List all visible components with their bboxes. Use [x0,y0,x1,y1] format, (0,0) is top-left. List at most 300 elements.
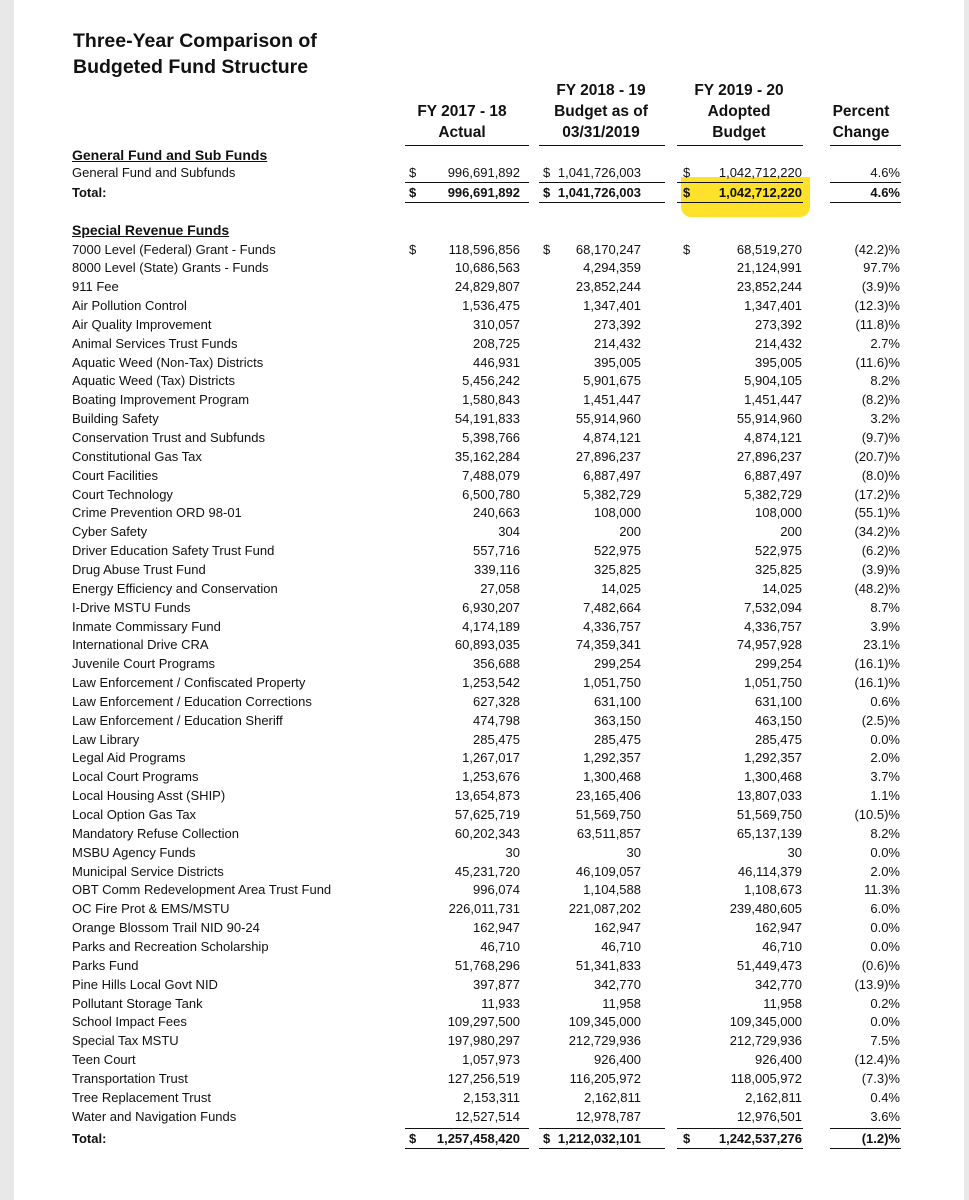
fund-value: 0.2% [870,995,900,1011]
fund-value: 4,336,757 [583,618,641,634]
fund-value: 35,162,284 [454,448,520,464]
fund-name: MSBU Agency Funds [72,844,196,860]
fund-value: (3.9)% [861,561,900,577]
fund-name: 911 Fee [72,279,119,295]
fund-value: 7,488,079 [462,467,520,483]
fund-value: 109,345,000 [568,1014,641,1030]
fund-value: 14,025 [601,580,641,596]
special-revenue-total-row: Total: $ 1,257,458,420 $ 1,212,032,101 $ 1,242,537,276 (1.2)% [72,1131,900,1146]
fund-value: $ [683,241,691,257]
header-fy2017-actual: FY 2017 - 18 Actual [417,103,507,141]
fund-value: 127,256,519 [447,1070,520,1086]
general-fund-total-row: Total: $ 996,691,892 $ 1,041,726,003 $ 1,042,712,220 4.6% [72,185,900,200]
fund-row [14,730,964,749]
fund-row [14,1012,964,1031]
fund-value: 27,896,237 [575,448,641,464]
fund-name: Law Enforcement / Education Sheriff [72,712,283,728]
fund-name: 7000 Level (Federal) Grant - Funds [72,241,276,257]
fund-value: 118,596,856 [448,241,520,257]
fund-value: 24,829,807 [454,279,520,295]
fund-value: 1,300,468 [744,769,802,785]
fund-row [14,466,964,485]
fund-value: 285,475 [473,731,520,747]
fund-value: 109,345,000 [729,1014,802,1030]
fund-value: (12.3)% [854,298,900,314]
fund-row [14,371,964,390]
fund-value: 304 [498,524,520,540]
fund-value: $ [543,241,551,257]
fund-value: (11.6)% [855,354,900,370]
fund-value: 214,432 [594,335,641,351]
total-rule-1 [405,202,529,203]
fund-value: (16.1)% [854,675,900,691]
fund-row [14,409,964,428]
fund-value: (3.9)% [861,279,900,295]
title-line-2: Budgeted Fund Structure [73,56,309,78]
fund-value: 339,116 [473,561,520,577]
total-rule-2 [539,202,665,203]
fund-row [14,767,964,786]
fund-value: 1,253,542 [462,675,520,691]
fund-value: 325,825 [755,561,802,577]
fund-value: 13,807,033 [736,788,802,804]
fund-value: 5,398,766 [462,430,520,445]
fund-row [14,277,964,296]
fund-value: 214,432 [755,335,802,351]
fund-row [14,805,964,824]
fund-row [14,1069,964,1088]
fund-row [14,692,964,711]
fund-name: Inmate Commissary Fund [72,618,221,634]
fund-value: 1,108,673 [744,882,802,898]
fund-value: 446,931 [473,354,520,370]
fund-value: 11,958 [602,995,641,1011]
document-page [14,0,964,1200]
fund-value: 51,768,296 [454,957,520,973]
fund-row [14,296,964,315]
fund-value: 30 [787,844,802,860]
special-total-rule-4 [830,1148,901,1149]
fund-value: 226,011,731 [448,901,520,917]
fund-name: Parks and Recreation Scholarship [72,938,269,954]
fund-value: 631,100 [594,693,641,709]
fund-value: 342,770 [755,976,802,992]
fund-value: (0.6)% [861,957,900,973]
fund-value: 356,688 [473,656,520,672]
fund-row [14,1088,964,1107]
fund-value: 522,975 [594,543,641,559]
fund-name: Driver Education Safety Trust Fund [72,543,275,559]
header-percent-change: Percent Change [832,103,890,141]
fund-name: Pollutant Storage Tank [72,995,203,1011]
fund-value: 68,519,270 [736,241,802,257]
fund-value: (8.2)% [861,392,900,408]
fund-value: 54,191,833 [454,411,520,427]
fund-value: 212,729,936 [729,1033,802,1049]
fund-row [14,579,964,598]
fund-value: 273,392 [594,316,641,332]
fund-name: Conservation Trust and Subfunds [72,430,265,445]
fund-row [14,503,964,522]
fund-value: 10,686,563 [454,260,520,276]
fund-value: 926,400 [594,1052,641,1068]
fund-name: I-Drive MSTU Funds [72,599,191,615]
fund-value: 926,400 [755,1052,802,1068]
fund-value: (6.2)% [861,543,900,559]
fund-value: 74,359,341 [575,637,641,653]
fund-row [14,786,964,805]
fund-value: 463,150 [755,712,802,728]
fund-value: 0.0% [870,920,900,936]
fund-value: 4,294,359 [583,260,641,276]
fund-value: 8.7% [870,599,900,615]
fund-value: 240,663 [473,505,520,521]
fund-row [14,880,964,899]
fund-row [14,240,964,259]
fund-value: 5,901,675 [583,373,641,389]
fund-name: Juvenile Court Programs [72,656,216,672]
fund-value: 212,729,936 [568,1033,641,1049]
fund-row [14,522,964,541]
fund-value: 627,328 [473,693,520,709]
fund-row [14,315,964,334]
total-rule-3 [677,202,803,203]
fund-value: 1,253,676 [462,769,520,785]
fund-value: 57,625,719 [454,807,520,822]
fund-value: (7.3)% [861,1070,900,1086]
fund-value: 342,770 [594,976,641,992]
fund-name: Drug Abuse Trust Fund [72,561,206,577]
fund-row [14,541,964,560]
fund-value: 0.0% [870,1014,900,1030]
fund-value: 74,957,928 [736,637,802,653]
fund-value: 1,051,750 [744,675,802,691]
fund-value: (34.2)% [854,524,900,540]
fund-row [14,617,964,636]
fund-value: 27,058 [480,580,520,596]
fund-value: 6,930,207 [462,599,520,615]
fund-name: Court Facilities [72,467,158,483]
fund-row [14,635,964,654]
fund-name: Law Enforcement / Confiscated Property [72,675,306,691]
fund-value: 299,254 [755,656,802,672]
fund-value: (10.5)% [854,807,900,822]
fund-value: 23,852,244 [575,279,641,295]
special-total-rule-3 [677,1148,803,1149]
fund-row [14,447,964,466]
fund-value: 200 [619,524,641,540]
fund-value: 7,532,094 [744,599,802,615]
fund-value: 12,976,501 [736,1108,802,1124]
fund-value: 273,392 [755,316,802,332]
fund-name: Boating Improvement Program [72,392,250,408]
general-fund-heading: General Fund and Sub Funds [72,147,268,163]
fund-value: 395,005 [755,354,802,370]
fund-value: 12,978,787 [575,1108,641,1124]
fund-value: 21,124,991 [736,260,802,276]
fund-value: 63,511,857 [576,825,641,841]
fund-name: School Impact Fees [72,1014,187,1030]
fund-row [14,1107,964,1126]
fund-row [14,937,964,956]
fund-value: 221,087,202 [568,901,641,917]
fund-value: 23,852,244 [736,279,802,295]
fund-value: 97.7% [863,260,900,276]
fund-value: 23.1% [863,637,900,653]
fund-row [14,918,964,937]
fund-value: 631,100 [755,693,802,709]
fund-name: Law Library [72,731,140,747]
fund-name: OC Fire Prot & EMS/MSTU [72,901,230,917]
fund-value: (48.2)% [854,580,900,596]
fund-name: OBT Comm Redevelopment Area Trust Fund [72,882,332,898]
document-title [73,28,403,80]
fund-value: 46,114,379 [737,863,802,879]
fund-value: 109,297,500 [447,1014,520,1030]
fund-value: 2.0% [870,750,900,766]
fund-value: 55,914,960 [736,411,802,427]
fund-name: Pine Hills Local Govt NID [72,976,218,992]
fund-value: 1,580,843 [462,392,520,408]
fund-value: 1,292,357 [744,750,802,766]
fund-value: 1,347,401 [583,298,641,314]
fund-value: 46,710 [762,938,802,954]
fund-value: 5,382,729 [583,486,641,502]
fund-value: 7,482,664 [583,599,641,615]
fund-row [14,560,964,579]
fund-value: 65,137,139 [736,825,802,841]
fund-value: 2.7% [870,335,900,351]
fund-value: 23,165,406 [575,788,641,804]
fund-value: 522,975 [755,543,802,559]
fund-value: 1,536,475 [462,298,520,314]
fund-row [14,485,964,504]
fund-value: 197,980,297 [447,1033,520,1049]
fund-value: 7.5% [870,1033,900,1049]
fund-value: 3.9% [870,618,900,634]
fund-value: 45,231,720 [454,863,520,879]
fund-row [14,899,964,918]
fund-value: 4,174,189 [462,618,520,634]
fund-value: 12,527,514 [454,1108,520,1124]
fund-value: (16.1)% [854,656,900,672]
fund-value: 1,104,588 [583,882,641,898]
fund-value: 6,500,780 [462,486,520,502]
fund-name: International Drive CRA [72,637,209,653]
fund-name: Animal Services Trust Funds [72,335,238,351]
fund-name: Local Court Programs [72,769,199,785]
fund-value: 30 [626,844,641,860]
fund-value: 14,025 [762,580,802,596]
fund-value: 51,569,750 [575,807,641,822]
fund-row [14,975,964,994]
fund-value: 2,153,311 [463,1089,520,1105]
general-fund-row: General Fund and Subfunds $ 996,691,892 $ 1,041,726,003 $ 1,042,712,220 4.6% [72,165,900,180]
fund-row [14,748,964,767]
fund-value: 5,904,105 [744,373,802,389]
fund-value: 118,005,972 [730,1070,802,1086]
fund-value: 1,451,447 [583,392,641,408]
fund-value: (9.7)% [861,430,900,445]
fund-row [14,824,964,843]
fund-value: 4,336,757 [744,618,802,634]
fund-value: (2.5)% [861,712,900,728]
special-total-rule-1 [405,1148,529,1149]
header-underline-2 [539,145,665,146]
fund-value: (13.9)% [854,976,900,992]
fund-value: 0.4% [870,1089,900,1105]
header-underline-3 [677,145,803,146]
fund-value: 363,150 [594,712,641,728]
fund-value: 3.7% [870,769,900,785]
special-total-rule-2 [539,1148,665,1149]
fund-value: 395,005 [594,354,641,370]
fund-row [14,598,964,617]
header-underline-4 [830,145,901,146]
fund-row [14,428,964,447]
special-revenue-heading: Special Revenue Funds [72,222,230,238]
fund-value: 299,254 [594,656,641,672]
fund-value: 5,456,242 [462,373,520,389]
fund-value: 4,874,121 [744,430,802,445]
fund-name: Tree Replacement Trust [72,1089,211,1105]
fund-value: 30 [505,844,520,860]
fund-name: Orange Blossom Trail NID 90-24 [72,920,260,936]
total-rule-4 [830,202,901,203]
fund-name: Air Quality Improvement [72,316,212,332]
fund-value: 13,654,873 [454,788,520,804]
fund-name: Parks Fund [72,957,139,973]
fund-row [14,353,964,372]
fund-row [14,1050,964,1069]
header-underline-1 [405,145,529,146]
fund-name: Water and Navigation Funds [72,1108,237,1124]
fund-value: 6,887,497 [583,467,641,483]
fund-name: Court Technology [72,486,173,502]
fund-value: 1,051,750 [583,675,641,691]
fund-row [14,654,964,673]
fund-value: (42.2)% [854,241,900,257]
fund-value: 1,057,973 [462,1052,520,1068]
fund-value: 51,569,750 [736,807,802,822]
fund-value: 116,205,972 [569,1070,641,1086]
fund-value: 1,347,401 [744,298,802,314]
fund-value: 60,893,035 [454,637,520,653]
fund-row [14,390,964,409]
header-fy2018-budget: FY 2018 - 19 Budget as of 03/31/2019 [554,82,648,141]
fund-value: 208,725 [473,335,520,351]
fund-value: 46,710 [601,938,641,954]
fund-value: $ [409,241,417,257]
fund-row [14,843,964,862]
fund-value: 6,887,497 [744,467,802,483]
fund-value: 27,896,237 [736,448,802,464]
fund-value: 6.0% [870,901,900,917]
fund-value: 4,874,121 [583,430,641,445]
fund-value: 162,947 [473,920,520,936]
fund-value: 1,451,447 [744,392,802,408]
fund-value: 3.6% [870,1108,900,1124]
fund-name: Transportation Trust [72,1070,188,1086]
fund-value: 1,300,468 [583,769,641,785]
fund-value: 2,162,811 [584,1089,641,1105]
fund-name: Aquatic Weed (Non-Tax) Districts [72,354,264,370]
fund-value: 46,710 [480,938,520,954]
fund-value: 2,162,811 [745,1089,802,1105]
fund-name: Aquatic Weed (Tax) Districts [72,373,236,389]
fund-row [14,1031,964,1050]
fund-name: Constitutional Gas Tax [72,448,202,464]
fund-value: 51,341,833 [575,957,641,973]
fund-value: 3.2% [870,411,900,427]
fund-value: 557,716 [473,543,520,559]
fund-value: 162,947 [755,920,802,936]
fund-value: 474,798 [473,712,520,728]
fund-value: 1,267,017 [462,750,520,766]
fund-value: 5,382,729 [744,486,802,502]
fund-value: 11,958 [763,995,802,1011]
fund-value: 51,449,473 [736,957,802,973]
fund-value: 0.0% [870,938,900,954]
fund-name: Building Safety [72,411,159,427]
fund-name: Local Housing Asst (SHIP) [72,788,226,804]
fund-value: 1,292,357 [583,750,641,766]
header-fy2019-adopted: FY 2019 - 20 Adopted Budget [694,82,784,141]
fund-value: 2.0% [870,863,900,879]
fund-value: (11.8)% [855,316,900,332]
fund-value: 310,057 [473,316,520,332]
fund-row [14,956,964,975]
fund-row [14,673,964,692]
fund-name: Mandatory Refuse Collection [72,825,239,841]
fund-value: 285,475 [755,731,802,747]
fund-name: Legal Aid Programs [72,750,186,766]
fund-row [14,258,964,277]
fund-name: Local Option Gas Tax [72,807,197,822]
fund-value: (12.4)% [854,1052,900,1068]
fund-value: 8.2% [870,373,900,389]
fund-name: 8000 Level (State) Grants - Funds [72,260,269,276]
fund-value: (55.1)% [854,505,900,521]
fund-name: Teen Court [72,1052,136,1068]
fund-row [14,711,964,730]
fund-value: 0.0% [870,731,900,747]
fund-name: Crime Prevention ORD 98-01 [72,505,242,521]
fund-value: 0.6% [870,693,900,709]
fund-value: 200 [780,524,802,540]
fund-value: 108,000 [755,505,802,521]
fund-value: 325,825 [594,561,641,577]
fund-value: 162,947 [594,920,641,936]
fund-value: 108,000 [594,505,641,521]
fund-value: 60,202,343 [454,825,520,841]
fund-value: 397,877 [473,976,520,992]
title-line-1: Three-Year Comparison of [73,30,317,52]
fund-value: (17.2)% [854,486,900,502]
fund-value: (20.7)% [854,448,900,464]
fund-row [14,994,964,1013]
fund-value: 11.3% [864,882,900,898]
fund-value: 1.1% [870,788,900,804]
fund-value: 8.2% [870,825,900,841]
fund-value: 239,480,605 [729,901,802,917]
fund-value: 285,475 [594,731,641,747]
fund-name: Energy Efficiency and Conservation [72,580,278,596]
fund-value: 11,933 [481,995,520,1011]
fund-value: 46,109,057 [575,863,641,879]
fund-name: Air Pollution Control [72,298,187,314]
fund-row [14,334,964,353]
